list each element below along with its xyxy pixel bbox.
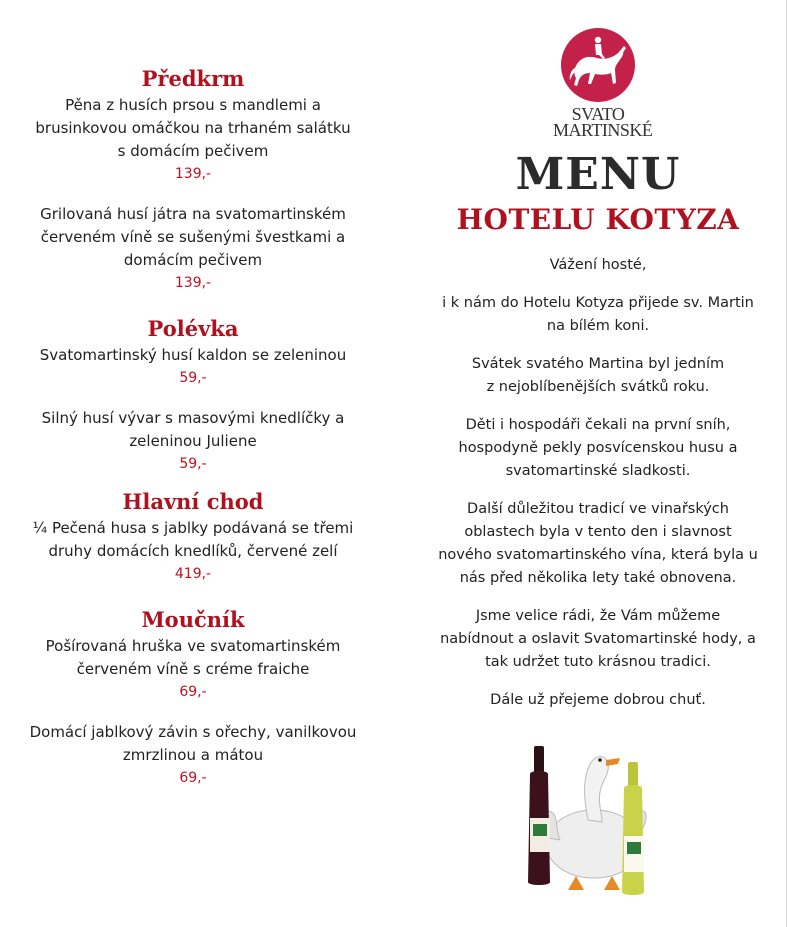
logo-text	[553, 104, 653, 140]
intro-line: Děti i hospodáři čekali na první sníh,	[465, 417, 731, 433]
logo-line1: SVATO	[571, 104, 625, 124]
intro-line: oblastech byla v tento den i slavnost	[464, 524, 732, 540]
intro-line: tak udržet tuto krásnou tradici.	[485, 654, 711, 670]
dish-price: 69,-	[179, 770, 207, 786]
dish-description: červeném víně s créme fraiche	[76, 660, 310, 678]
dish-item	[0, 407, 386, 475]
dish-item	[0, 344, 386, 389]
dish-description: Pěna z husích prsou s mandlemi a	[65, 96, 321, 114]
dish-item	[0, 203, 386, 294]
dish-description: brusinkovou omáčkou na trhaném salátku	[35, 119, 351, 137]
dish-description: ¼ Pečená husa s jablky podávaná se třemi	[32, 519, 354, 537]
intro-paragraph	[408, 498, 787, 590]
intro-line: hospodyně pekly posvícenskou husu a	[458, 440, 738, 456]
brand-logo	[553, 28, 653, 140]
intro-line: na bílém koni.	[546, 318, 650, 334]
intro-line: svatomartinské sladkosti.	[505, 463, 691, 479]
dish-description: Domácí jablkový závin s ořechy, vanilkovou	[29, 723, 357, 741]
section-polevka	[0, 314, 386, 475]
dish-description: druhy domácích knedlíků, červené zelí	[48, 542, 338, 560]
section-title: Předkrm	[141, 66, 245, 91]
dish-description: Pošírovaná hruška ve svatomartinském	[45, 637, 341, 655]
dish-description: červeném víně se sušenými švestkami a	[40, 228, 346, 246]
intro-paragraph	[408, 254, 787, 277]
intro-paragraph	[408, 414, 787, 483]
intro-paragraph	[408, 605, 787, 674]
dish-price: 59,-	[179, 370, 207, 386]
dish-item	[0, 635, 386, 703]
dish-description: s domácím pečivem	[117, 142, 269, 160]
dish-description: zeleninou Juliene	[129, 432, 257, 450]
intro-line: Vážení hosté,	[549, 257, 647, 273]
menu-column	[0, 64, 386, 807]
section-title: Moučník	[141, 607, 245, 632]
dish-price: 139,-	[174, 166, 212, 182]
intro-line: z nejoblíbenějších svátků roku.	[486, 379, 710, 395]
wine-bottles-goose-icon	[518, 740, 670, 902]
section-hlavni-chod	[0, 487, 386, 585]
intro-line: nabídnout a oslavit Svatomartinské hody, a	[440, 631, 756, 647]
dish-description: domácím pečivem	[123, 251, 263, 269]
intro-line: Svátek svatého Martina byl jedním	[471, 356, 725, 372]
intro-line: Další důležitou tradicí ve vinařských	[467, 501, 729, 517]
dish-item	[0, 517, 386, 585]
dish-item	[0, 721, 386, 789]
section-title: Polévka	[147, 316, 239, 341]
intro-line: i k nám do Hotelu Kotyza přijede sv. Martin	[442, 295, 754, 311]
wine-goose-illustration	[518, 740, 670, 902]
dish-price: 59,-	[179, 456, 207, 472]
intro-line: nového svatomartinského vína, která byla u	[438, 547, 758, 563]
dish-description: Grilovaná husí játra na svatomartinském	[40, 205, 346, 223]
dish-description: zmrzlinou a mátou	[122, 746, 264, 764]
intro-line: Jsme velice rádi, že Vám můžeme	[475, 608, 721, 624]
dish-price: 419,-	[174, 566, 212, 582]
intro-column	[408, 28, 787, 727]
hotel-title: HOTELU KOTYZA	[456, 203, 740, 236]
dish-price: 69,-	[179, 684, 207, 700]
intro-paragraph	[408, 353, 787, 399]
intro-line: nás před několika lety také obnovena.	[459, 570, 737, 586]
intro-paragraph	[408, 689, 787, 712]
intro-line: Dále už přejeme dobrou chuť.	[490, 692, 706, 708]
intro-paragraph	[408, 292, 787, 338]
dish-price: 139,-	[174, 275, 212, 291]
section-title: Hlavní chod	[122, 489, 264, 514]
section-predkrm	[0, 64, 386, 294]
section-moucnik	[0, 605, 386, 789]
dish-item	[0, 94, 386, 185]
dish-description: Svatomartinský husí kaldon se zeleninou	[39, 346, 347, 364]
dish-description: Silný husí vývar s masovými knedlíčky a	[41, 409, 345, 427]
menu-title: MENU	[515, 149, 681, 200]
logo-line2: MARTINSKÉ	[553, 120, 653, 140]
horse-rider-logo-icon	[561, 28, 635, 102]
